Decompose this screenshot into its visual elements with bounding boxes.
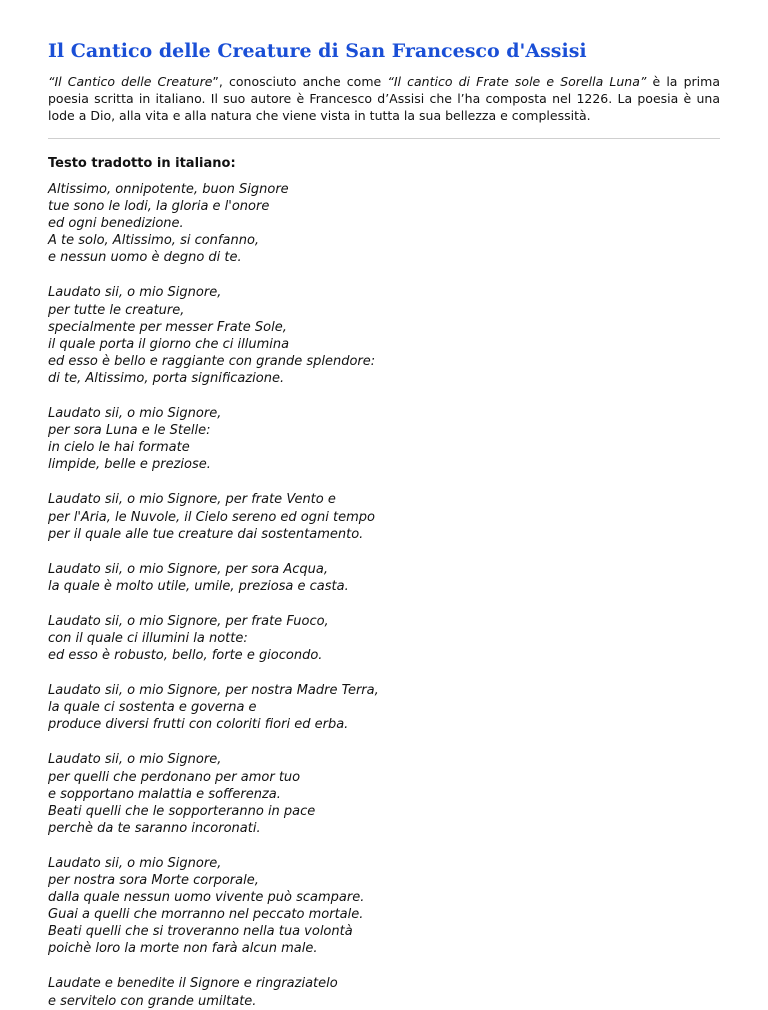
poem-line: Laudato sii, o mio Signore, bbox=[48, 752, 222, 768]
poem-line: limpide, belle e preziose. bbox=[48, 457, 211, 473]
poem-line: per nostra sora Morte corporale, bbox=[48, 873, 259, 888]
intro-italic-title: “Il Cantico delle Creature bbox=[48, 74, 213, 89]
poem-stanza bbox=[48, 975, 720, 1009]
intro-text-1: ”, conosciuto anche come bbox=[212, 74, 388, 89]
poem-line: Laudate e benedite il Signore e ringraziatelo bbox=[48, 976, 338, 992]
poem-stanza bbox=[48, 561, 720, 595]
poem-line: Laudato sii, o mio Signore, bbox=[48, 285, 222, 301]
poem-line: la quale è molto utile, umile, preziosa e casta. bbox=[48, 578, 349, 594]
poem-body bbox=[48, 181, 720, 1010]
poem-line: poichè loro la morte non farà alcun male. bbox=[48, 941, 318, 957]
poem-stanza bbox=[48, 491, 720, 542]
poem-line: con il quale ci illumini la notte: bbox=[48, 630, 248, 646]
poem-line: produce diversi frutti con coloriti fiori ed erba. bbox=[48, 717, 349, 733]
intro-paragraph bbox=[48, 73, 720, 124]
poem-line: ed esso è robusto, bello, forte e giocondo. bbox=[48, 648, 323, 664]
intro-italic-alt-title: “Il cantico di Frate sole e Sorella Luna” bbox=[387, 74, 647, 89]
poem-line: Laudato sii, o mio Signore, bbox=[48, 855, 222, 871]
poem-line: Laudato sii, o mio Signore, per frate Fuoco, bbox=[48, 613, 329, 629]
poem-line: di te, Altissimo, porta significazione. bbox=[48, 370, 285, 386]
poem-line: dalla quale nessun uomo vivente può scampare. bbox=[48, 890, 365, 906]
poem-line: per il quale alle tue creature dai sostentamento. bbox=[48, 526, 364, 542]
poem-line: specialmente per messer Frate Sole, bbox=[48, 319, 287, 335]
poem-line: Altissimo, onnipotente, buon Signore bbox=[48, 182, 289, 197]
poem-line: Laudato sii, o mio Signore, per sora Acqua, bbox=[48, 561, 329, 577]
poem-line: per quelli che perdonano per amor tuo bbox=[48, 769, 301, 785]
poem-line: e servitelo con grande umiltate. bbox=[48, 993, 257, 1009]
poem-line: Beati quelli che si troveranno nella tua volontà bbox=[48, 924, 353, 940]
poem-line: Beati quelli che le sopporteranno in pace bbox=[48, 803, 316, 819]
poem-stanza bbox=[48, 284, 720, 387]
section-divider bbox=[48, 138, 720, 139]
poem-line: A te solo, Altissimo, si confanno, bbox=[48, 233, 260, 249]
poem-stanza bbox=[48, 181, 720, 266]
poem-line: ed ogni benedizione. bbox=[48, 216, 184, 232]
poem-line: Laudato sii, o mio Signore, per nostra Madre Terra, bbox=[48, 683, 379, 699]
poem-line: per l'Aria, le Nuvole, il Cielo sereno ed ogni tempo bbox=[48, 509, 375, 525]
poem-stanza bbox=[48, 613, 720, 664]
poem-line: in cielo le hai formate bbox=[48, 440, 190, 456]
poem-stanza bbox=[48, 751, 720, 836]
poem-line: la quale ci sostenta e governa e bbox=[48, 700, 257, 716]
poem-line: Laudato sii, o mio Signore, per frate Vento e bbox=[48, 492, 336, 508]
poem-line: e nessun uomo è degno di te. bbox=[48, 250, 242, 266]
poem-line: Laudato sii, o mio Signore, bbox=[48, 406, 222, 422]
section-heading: Testo tradotto in italiano: bbox=[48, 156, 236, 171]
poem-line: per tutte le creature, bbox=[48, 302, 185, 318]
poem-line: e sopportano malattia e sofferenza. bbox=[48, 786, 281, 802]
document-page bbox=[48, 38, 720, 1010]
document-title: Il Cantico delle Creature di San Francesco d'Assisi bbox=[48, 40, 587, 62]
poem-stanza bbox=[48, 855, 720, 958]
intro-text-2: è la prima poesia scritta in italiano. Il suo autore è Francesco d’Assisi che l’ha composta nel 1226. La poesia è una lode a Dio, alla vita e alla natura che viene vista in tutta la sua bellezza e complessità. bbox=[48, 74, 720, 123]
poem-line: perchè da te saranno incoronati. bbox=[48, 820, 261, 836]
poem-line: Guai a quelli che morranno nel peccato mortale. bbox=[48, 907, 364, 923]
poem-stanza bbox=[48, 682, 720, 733]
poem-line: tue sono le lodi, la gloria e l'onore bbox=[48, 199, 270, 215]
poem-line: per sora Luna e le Stelle: bbox=[48, 423, 211, 439]
poem-line: ed esso è bello e raggiante con grande splendore: bbox=[48, 353, 376, 369]
poem-stanza bbox=[48, 405, 720, 473]
poem-line: il quale porta il giorno che ci illumina bbox=[48, 336, 290, 352]
